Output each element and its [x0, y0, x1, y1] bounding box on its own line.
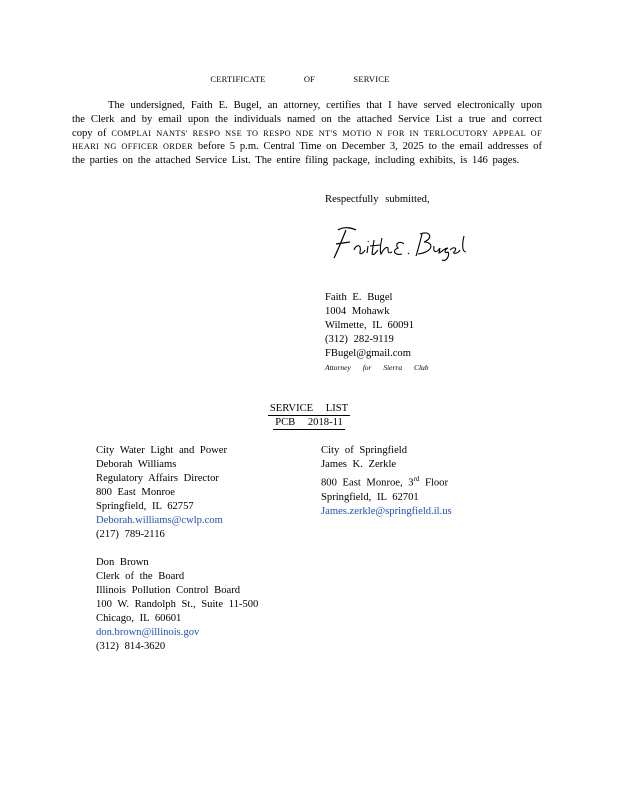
entry-street: 100 W. Randolph St., Suite 11-500	[96, 599, 259, 610]
certificate-body	[72, 99, 542, 168]
entry-street	[321, 472, 452, 491]
closing: Respectfully submitted,	[325, 194, 430, 205]
case-number: PCB 2018-11	[275, 417, 343, 428]
signer-email: FBugel@gmail.com	[325, 348, 411, 359]
body-text-1: The undersigned, Faith E. Bugel, an attorney, certifies that I have served electronically upon the Clerk and by email upon the individuals named on the attached Service List a true and correct copy of	[72, 100, 542, 139]
service-list-heading	[0, 402, 618, 430]
entry-email-link[interactable]: Deborah.williams@cwlp.com	[96, 515, 223, 526]
page-title	[0, 74, 600, 84]
body-text-2: before 5 p.m. Central Time on December 3, 2025 to the email addresses of the parties on the attached Service List. The entire filing package, including exhibits, is 146 pages.	[72, 141, 543, 167]
document-title-caps: COMPLAI NANTS' RESPO NSE TO RESPO NDE NT'S MOTIO N FOR IN TERLOCUTORY APPEAL OF HEARI NG OFFICER ORDER	[72, 128, 542, 152]
signer-role: Attorney for Sierra Club	[325, 363, 429, 372]
entry-city: Springfield, IL 62701	[321, 491, 419, 503]
title-word: CERTIFICATE	[210, 74, 266, 84]
entry-name: Don Brown	[96, 557, 149, 568]
entry-street-ordinal: rd	[413, 475, 420, 483]
service-entry	[96, 444, 227, 542]
service-entry	[96, 556, 258, 654]
entry-city: Springfield, IL 62757	[96, 501, 194, 512]
signer-city: Wilmette, IL 60091	[325, 320, 415, 331]
entry-phone: (312) 814-3620	[96, 641, 166, 652]
service-list-title: SERVICE LIST	[269, 403, 349, 414]
entry-title: Regulatory Affairs Director	[96, 473, 219, 484]
entry-title: Clerk of the Board	[96, 571, 185, 582]
signature-image	[330, 222, 480, 264]
entry-phone: (217) 789-2116	[96, 529, 165, 540]
entry-street: 800 East Monroe	[96, 487, 175, 498]
signer-street: 1004 Mohawk	[325, 306, 390, 317]
title-word: OF	[303, 74, 316, 84]
signer-phone: (312) 282-9119	[325, 334, 394, 345]
entry-email-link[interactable]: don.brown@illinois.gov	[96, 627, 200, 638]
entry-name: James K. Zerkle	[321, 459, 397, 470]
entry-org: City of Springfield	[321, 445, 408, 456]
entry-email-link[interactable]: James.zerkle@springfield.il.us	[321, 505, 452, 517]
entry-city: Chicago, IL 60601	[96, 613, 182, 624]
signer-name: Faith E. Bugel	[325, 292, 393, 303]
entry-street-main: 800 East Monroe, 3	[321, 477, 414, 489]
entry-street-tail: Floor	[419, 477, 449, 489]
service-entry	[321, 444, 452, 519]
entry-org: City Water Light and Power	[96, 445, 227, 456]
entry-org: Illinois Pollution Control Board	[96, 585, 241, 596]
entry-name: Deborah Williams	[96, 459, 177, 470]
title-word: SERVICE	[353, 74, 390, 84]
signature-block	[325, 291, 429, 375]
